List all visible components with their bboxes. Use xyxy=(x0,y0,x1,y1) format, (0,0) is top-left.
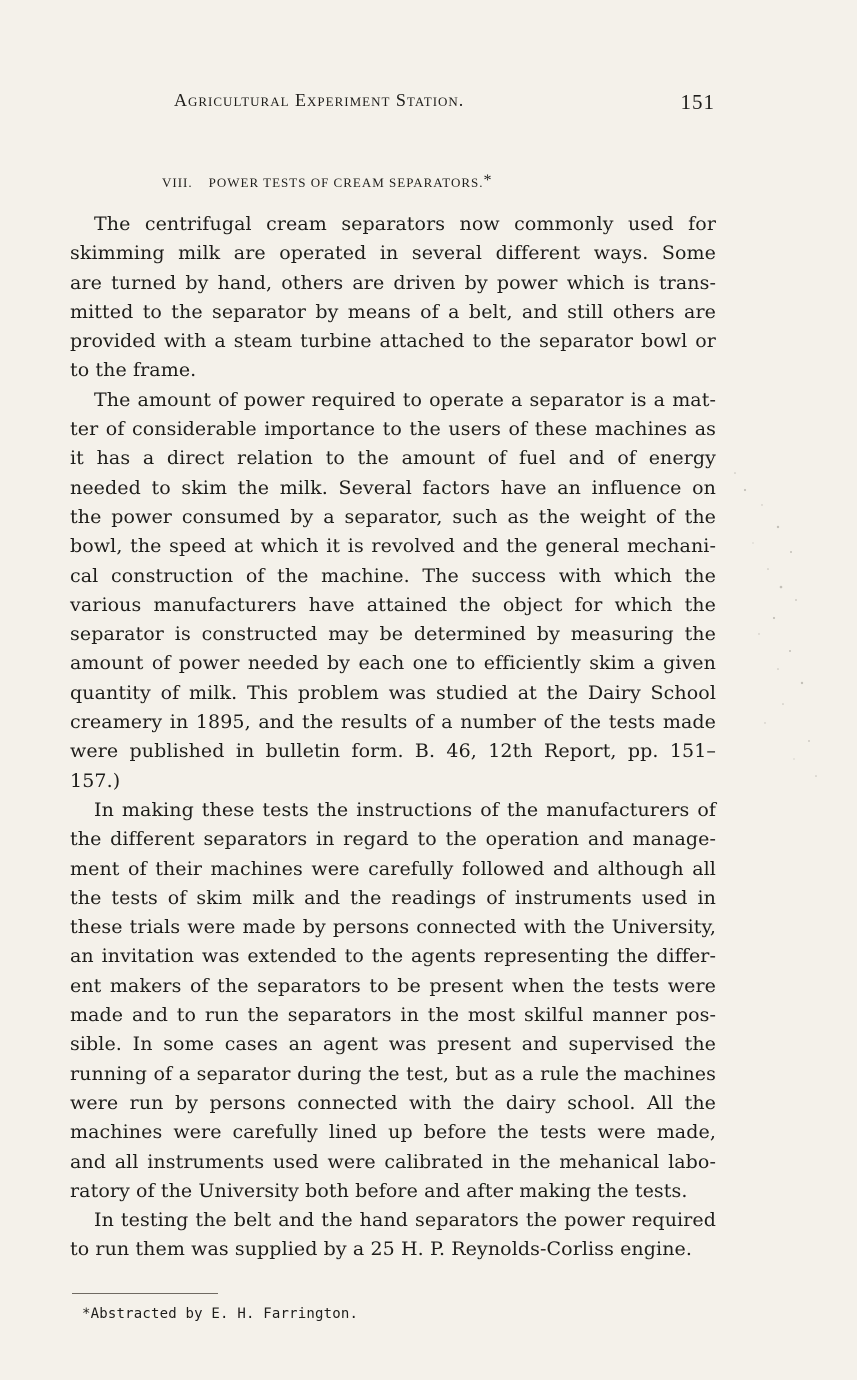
text-line: were run by persons connected with the dairy school. All the xyxy=(70,1091,716,1114)
text-line: separator is constructed may be determined by measuring the xyxy=(70,623,716,646)
text-line: mitted to the separator by means of a belt, and still others are xyxy=(70,300,716,323)
text-line: are turned by hand, others are driven by power which is trans- xyxy=(70,271,716,294)
text-line: quantity of milk. This problem was studied at the Dairy School xyxy=(70,681,716,704)
text-line: cal construction of the machine. The success with which the xyxy=(70,564,716,587)
paragraph xyxy=(70,1206,716,1265)
text-line: provided with a steam turbine attached to the separator bowl or xyxy=(70,330,716,353)
text-line: and all instruments used were calibrated in the mehanical labo- xyxy=(70,1150,716,1173)
text-line: In making these tests the instructions of the manufacturers of xyxy=(94,798,716,821)
text-line: to run them was supplied by a 25 H. P. Reynolds-Corliss engine. xyxy=(70,1238,693,1261)
text-line: it has a direct relation to the amount of fuel and of energy xyxy=(70,447,716,470)
footnote-marker: * xyxy=(483,172,493,189)
text-line: sible. In some cases an agent was present and supervised the xyxy=(70,1033,716,1056)
text-line: the tests of skim milk and the readings of instruments used in xyxy=(70,886,716,909)
text-line: The centrifugal cream separators now commonly used for xyxy=(94,213,716,235)
text-line: ratory of the University both before and after making the tests. xyxy=(70,1179,688,1202)
print-speckle-texture xyxy=(720,455,825,790)
footnote: *Abstracted by E. H. Farrington. xyxy=(82,1306,359,1322)
paragraph xyxy=(70,386,716,796)
section-number: VIII. xyxy=(162,175,193,190)
text-line: bowl, the speed at which it is revolved and the general mechani- xyxy=(70,535,716,558)
text-line: ter of considerable importance to the users of these machines as xyxy=(70,418,716,441)
section-title: POWER TESTS OF CREAM SEPARATORS. xyxy=(208,175,484,190)
section-heading xyxy=(162,172,632,191)
paragraph xyxy=(70,210,716,386)
text-line: made and to run the separators in the most skilful manner pos- xyxy=(70,1004,716,1027)
body-text xyxy=(70,210,716,1265)
text-line: creamery in 1895, and the results of a number of the tests made xyxy=(70,711,716,734)
running-title: Agricultural Experiment Station. xyxy=(174,90,465,110)
text-line: machines were carefully lined up before the tests were made, xyxy=(70,1121,716,1144)
text-line: skimming milk are operated in several different ways. Some xyxy=(70,242,716,265)
text-line: an invitation was extended to the agents representing the differ- xyxy=(70,945,716,968)
text-line: running of a separator during the test, but as a rule the machines xyxy=(70,1062,716,1085)
footnote-rule xyxy=(72,1293,218,1294)
text-line: needed to skim the milk. Several factors have an influence on xyxy=(70,476,716,499)
text-line: amount of power needed by each one to efficiently skim a given xyxy=(70,652,716,675)
text-line: the different separators in regard to the operation and manage- xyxy=(70,828,716,851)
text-line: these trials were made by persons connected with the University, xyxy=(70,916,716,939)
text-line: ent makers of the separators to be present when the tests were xyxy=(70,974,716,997)
page-number: 151 xyxy=(680,90,715,114)
paragraph xyxy=(70,796,716,1206)
text-line: to the frame. xyxy=(70,359,197,382)
text-line: were published in bulletin form. B. 46, 12th Report, pp. 151– xyxy=(70,740,716,763)
page-header xyxy=(70,90,715,118)
text-line: The amount of power required to operate a separator is a mat- xyxy=(94,388,716,411)
text-line: various manufacturers have attained the object for which the xyxy=(70,593,716,616)
text-line: the power consumed by a separator, such as the weight of the xyxy=(70,505,716,528)
text-line: ment of their machines were carefully followed and although all xyxy=(70,857,716,880)
text-line: 157.) xyxy=(70,769,121,792)
text-line: In testing the belt and the hand separators the power required xyxy=(94,1209,716,1232)
